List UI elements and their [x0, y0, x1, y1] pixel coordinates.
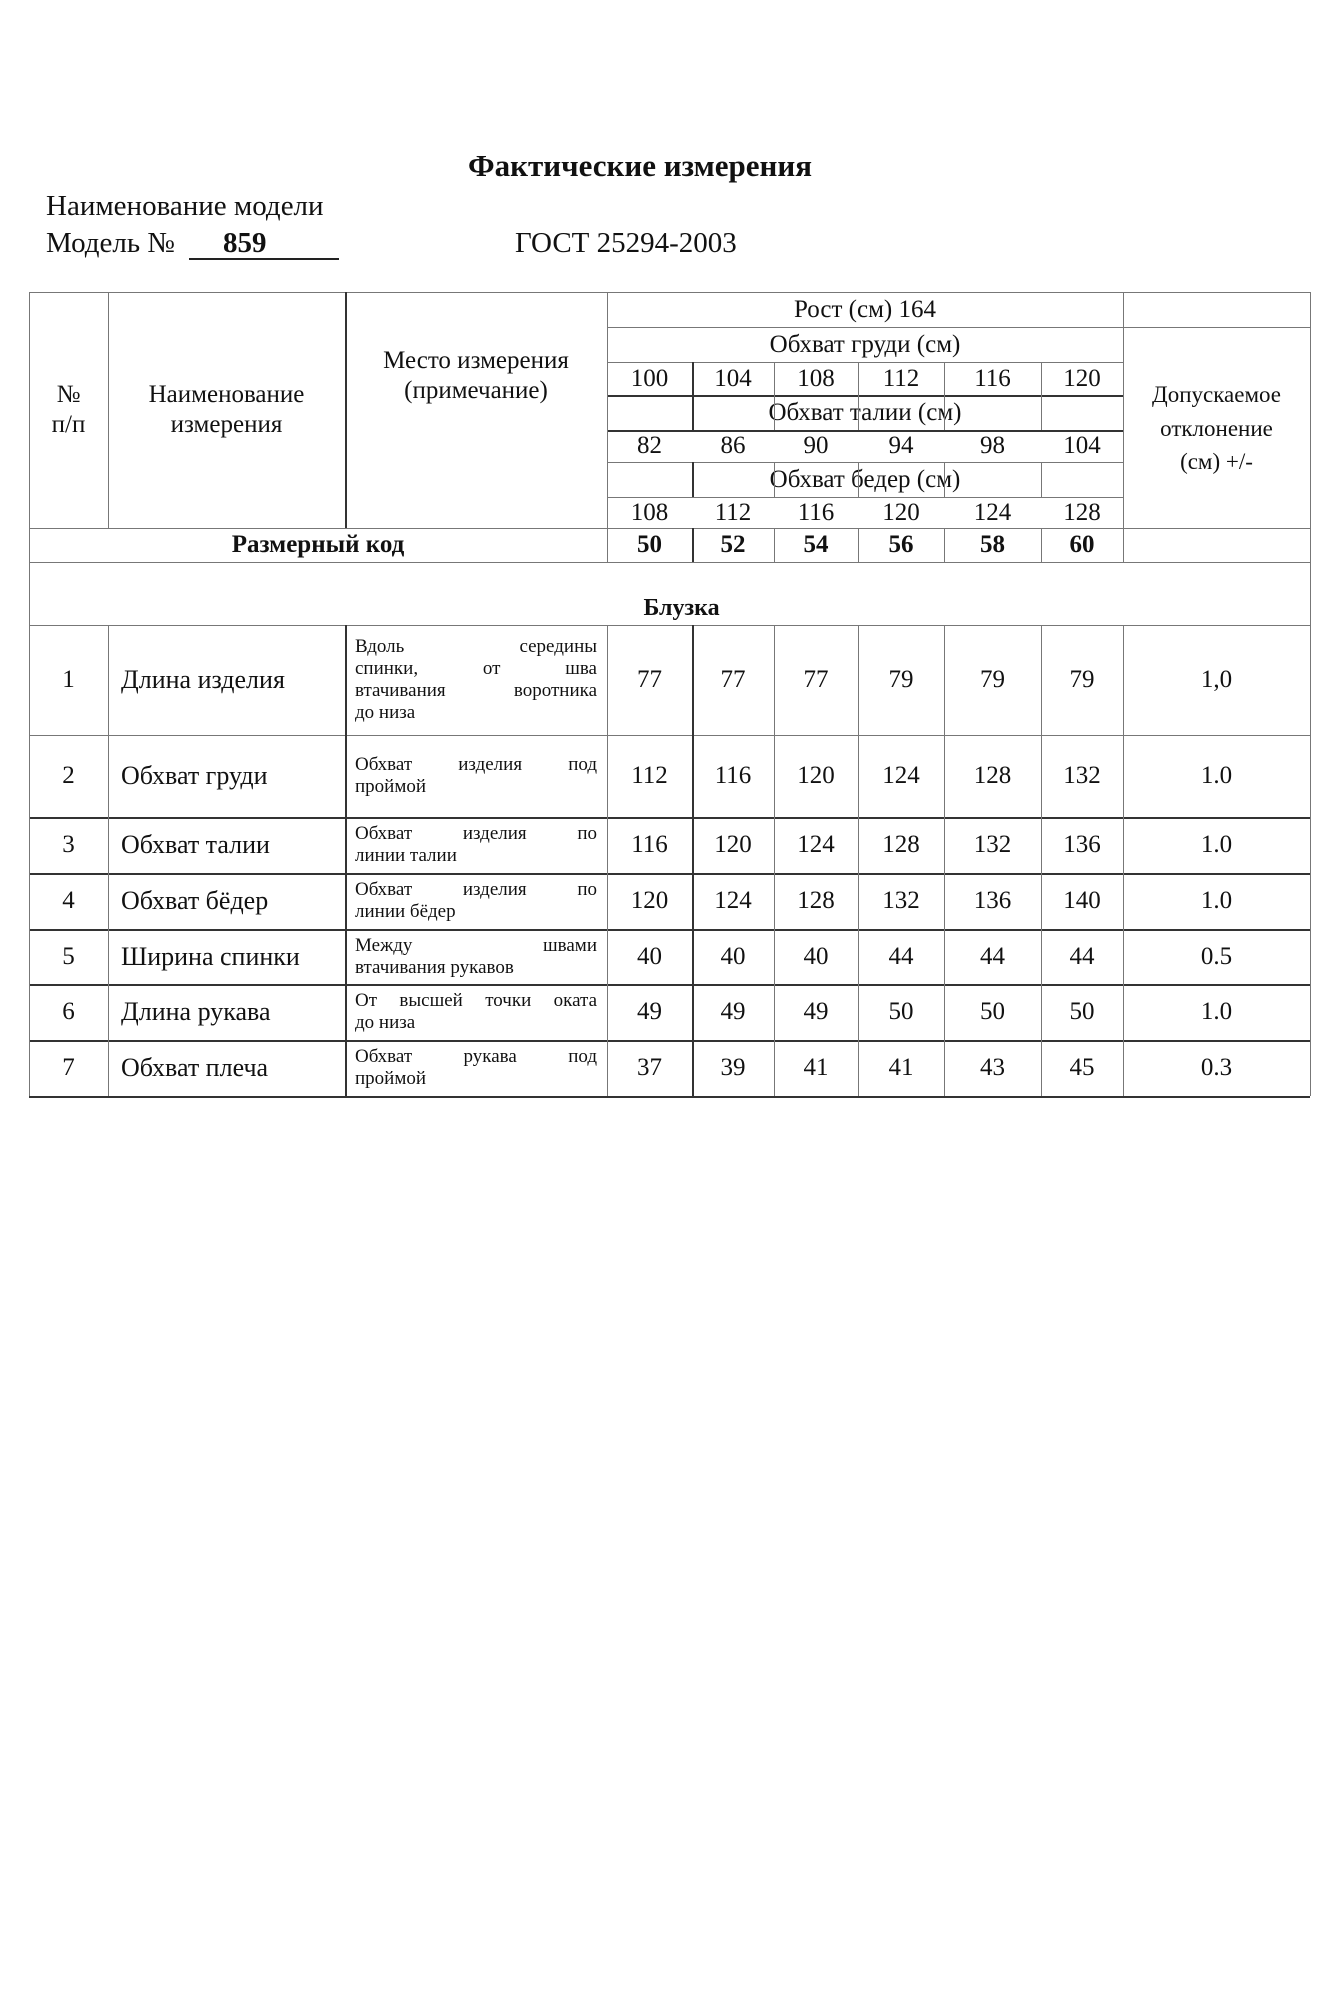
table-rule: [858, 528, 859, 562]
row-value: 124: [882, 762, 920, 789]
row-name: Ширина спинки: [121, 941, 300, 971]
row-note: [345, 984, 607, 1040]
row-name: Обхват груди: [121, 761, 268, 791]
row-note: [345, 817, 607, 873]
row-number: 4: [62, 887, 75, 914]
row-value: 44: [980, 942, 1005, 970]
row-value: 50: [980, 998, 1005, 1025]
table-rule: [1041, 362, 1042, 430]
row-note-line: Вдоль середины: [355, 636, 597, 658]
row-value: 140: [1063, 887, 1101, 914]
size-code: 60: [1069, 531, 1095, 558]
row-note: [345, 735, 607, 817]
table-rule: [858, 625, 859, 1096]
row-number: 3: [62, 831, 75, 858]
header-hips: Обхват бедер (см): [769, 465, 961, 493]
row-note-line: Между швами: [355, 934, 597, 956]
table-rule: [1123, 625, 1124, 1096]
header-number-text: [52, 380, 86, 440]
row-note-line: втачивания рукавов: [355, 956, 514, 978]
header-number-line: №: [56, 381, 81, 408]
table-rule: [774, 362, 775, 430]
row-value: 136: [973, 887, 1012, 914]
row-value: 39: [720, 1054, 746, 1081]
row-tolerance: 1.0: [1200, 998, 1233, 1025]
table-rule: [108, 625, 109, 1096]
row-number: 5: [62, 942, 75, 970]
table-rule: [607, 292, 608, 562]
row-value: 77: [720, 666, 746, 693]
row-tolerance: 1.0: [1200, 887, 1233, 914]
row-value: 132: [1063, 762, 1101, 789]
row-note-line: до низа: [355, 1012, 416, 1033]
row-note-line: до низа: [355, 701, 416, 723]
row-value: 112: [631, 762, 668, 789]
row-value: 49: [720, 998, 746, 1025]
row-note-text: [355, 636, 597, 723]
row-note-text: [355, 935, 597, 979]
row-note-line: Обхват изделия под: [355, 754, 597, 776]
table-rule: [1123, 292, 1124, 562]
table-rule: [944, 528, 945, 562]
header-name-line: измерения: [170, 411, 283, 438]
row-note: [345, 625, 607, 735]
row-value: 40: [803, 942, 829, 970]
hips-value: 116: [797, 498, 835, 526]
row-value: 49: [803, 998, 829, 1025]
header-height: Рост (см) 164: [794, 295, 936, 323]
header-place-text: [383, 346, 569, 406]
table-rule: [29, 873, 1310, 875]
section-title: Блузка: [643, 595, 720, 622]
header-name-line: Наименование: [148, 381, 305, 408]
hips-value: 128: [1063, 498, 1101, 526]
table-rule: [944, 625, 945, 1096]
row-note-line: проймой: [355, 1068, 427, 1089]
row-value: 41: [888, 1054, 914, 1081]
model-number-value: 859: [189, 228, 339, 260]
waist-value: 86: [720, 432, 746, 459]
hips-value: 124: [973, 498, 1012, 526]
table-rule: [1041, 528, 1042, 562]
row-value: 40: [720, 942, 746, 970]
row-tolerance: 0.3: [1200, 1054, 1233, 1081]
hips-value: 120: [882, 498, 920, 526]
table-rule: [858, 362, 859, 430]
hips-value: 108: [630, 498, 669, 526]
row-tolerance: 0.5: [1200, 942, 1233, 970]
row-value: 128: [973, 762, 1012, 789]
row-value: 79: [888, 666, 914, 693]
row-number: 6: [62, 998, 75, 1025]
row-number: 2: [62, 762, 75, 789]
row-note-text: [355, 990, 597, 1034]
header-tolerance-line: (см) +/-: [1180, 449, 1253, 475]
row-note-text: [355, 754, 597, 798]
row-value: 45: [1069, 1054, 1095, 1081]
table-rule: [108, 292, 109, 528]
table-rule: [29, 292, 1310, 293]
row-number: 7: [62, 1054, 75, 1081]
header-tolerance-line: отклонение: [1160, 415, 1273, 441]
waist-value: 94: [888, 432, 914, 459]
row-note: [345, 873, 607, 929]
row-value: 79: [1069, 666, 1095, 693]
header-waist: Обхват талии (см): [768, 398, 962, 426]
header-place-line: Место измерения: [383, 347, 569, 374]
row-name: Длина изделия: [121, 665, 285, 695]
row-note-text: [355, 879, 597, 923]
size-code-label: Размерный код: [231, 531, 405, 558]
table-rule: [692, 528, 694, 562]
row-value: 116: [631, 831, 668, 858]
table-rule: [29, 984, 1310, 986]
table-rule: [345, 292, 347, 528]
row-name: Длина рукава: [121, 997, 271, 1027]
header-tolerance-text: [1152, 378, 1281, 478]
waist-value: 104: [1063, 432, 1101, 459]
header-tolerance-line: Допускаемое: [1152, 382, 1281, 408]
row-note: [345, 1040, 607, 1096]
table-rule: [1041, 462, 1042, 497]
size-code: 52: [720, 531, 746, 558]
table-rule: [774, 625, 775, 1096]
header-name-text: [149, 380, 305, 440]
table-rule: [774, 528, 775, 562]
row-value: 128: [882, 831, 920, 858]
table-rule: [607, 362, 1123, 363]
table-rule: [1041, 625, 1042, 1096]
table-rule: [29, 929, 1310, 931]
header-place: [345, 292, 607, 528]
row-name: Обхват плеча: [121, 1053, 269, 1083]
table-rule: [29, 292, 30, 1096]
row-note-line: спинки, от шва: [355, 658, 597, 680]
chest-value: 104: [714, 364, 752, 392]
size-code: 50: [637, 531, 662, 558]
row-value: 44: [888, 942, 914, 970]
table-rule: [29, 735, 1310, 736]
chest-value: 100: [630, 364, 669, 392]
table-rule: [29, 625, 1310, 626]
waist-value: 82: [637, 432, 662, 459]
row-value: 77: [803, 666, 829, 693]
row-number: 1: [62, 666, 75, 693]
row-value: 77: [637, 666, 662, 693]
chest-value: 108: [797, 364, 835, 392]
table-rule: [29, 562, 1310, 563]
waist-value: 98: [980, 432, 1005, 459]
chest-value: 120: [1063, 364, 1101, 392]
row-note-line: линии талии: [355, 845, 457, 866]
row-value: 41: [803, 1054, 829, 1081]
header-place-line: (примечание): [404, 377, 548, 404]
table-rule: [692, 362, 694, 430]
row-note-line: проймой: [355, 776, 427, 797]
table-rule: [692, 625, 694, 1096]
header-chest: Обхват груди (см): [769, 330, 961, 358]
table-rule: [29, 1096, 1310, 1098]
row-note-line: Обхват изделия по: [355, 823, 597, 845]
row-value: 37: [637, 1054, 662, 1081]
row-value: 40: [637, 942, 662, 970]
chest-value: 112: [882, 364, 920, 392]
table-rule: [607, 497, 1123, 498]
header-name: [108, 292, 345, 528]
row-note-line: От высшей точки оката: [355, 990, 597, 1012]
row-value: 128: [797, 887, 835, 914]
table-rule: [944, 462, 945, 497]
header-tolerance: [1123, 327, 1310, 530]
table-rule: [607, 625, 608, 1096]
table-rule: [692, 462, 694, 497]
size-code: 58: [980, 531, 1005, 558]
chest-value: 116: [974, 364, 1011, 392]
row-tolerance: 1.0: [1200, 831, 1233, 858]
row-note-line: Обхват рукава под: [355, 1046, 597, 1068]
row-note: [345, 929, 607, 984]
row-value: 49: [637, 998, 662, 1025]
size-code: 56: [888, 531, 914, 558]
table-rule: [29, 817, 1310, 819]
table-rule: [607, 395, 1123, 397]
row-value: 132: [973, 831, 1012, 858]
row-value: 124: [797, 831, 835, 858]
table-rule: [1310, 292, 1311, 1096]
row-value: 43: [980, 1054, 1005, 1081]
table-rule: [944, 362, 945, 430]
row-name: Обхват талии: [121, 830, 270, 860]
row-value: 120: [714, 831, 752, 858]
model-name-label: Наименование модели: [46, 190, 324, 222]
model-number-line: [46, 227, 339, 260]
row-note-line: втачивания воротника: [355, 680, 597, 701]
row-value: 124: [714, 887, 752, 914]
model-number-label: Модель №: [46, 227, 175, 259]
row-note-line: линии бёдер: [355, 901, 456, 922]
table-rule: [345, 625, 347, 1096]
table-rule: [29, 1040, 1310, 1042]
table-rule: [858, 462, 859, 497]
row-note-text: [355, 1046, 597, 1090]
table-rule: [607, 430, 1123, 432]
row-tolerance: 1.0: [1200, 762, 1233, 789]
row-value: 120: [797, 762, 835, 789]
table-rule: [607, 327, 1310, 328]
row-value: 50: [888, 998, 914, 1025]
row-value: 132: [882, 887, 920, 914]
waist-value: 90: [803, 432, 829, 459]
row-value: 44: [1069, 942, 1095, 970]
row-value: 116: [714, 762, 752, 789]
table-rule: [774, 462, 775, 497]
hips-value: 112: [714, 498, 752, 526]
gost-standard: ГОСТ 25294-2003: [515, 227, 737, 259]
row-tolerance: 1,0: [1200, 666, 1233, 693]
table-rule: [29, 528, 1310, 529]
row-value: 50: [1069, 998, 1095, 1025]
row-value: 136: [1063, 831, 1101, 858]
table-rule: [607, 462, 1123, 463]
size-code: 54: [803, 531, 829, 558]
row-name: Обхват бёдер: [121, 886, 269, 916]
row-note-text: [355, 823, 597, 867]
document-title: Фактические измерения: [468, 148, 812, 183]
row-value: 79: [980, 666, 1005, 693]
row-note-line: Обхват изделия по: [355, 879, 597, 901]
header-number: [29, 292, 108, 528]
row-value: 120: [630, 887, 669, 914]
header-number-line: п/п: [51, 411, 86, 438]
